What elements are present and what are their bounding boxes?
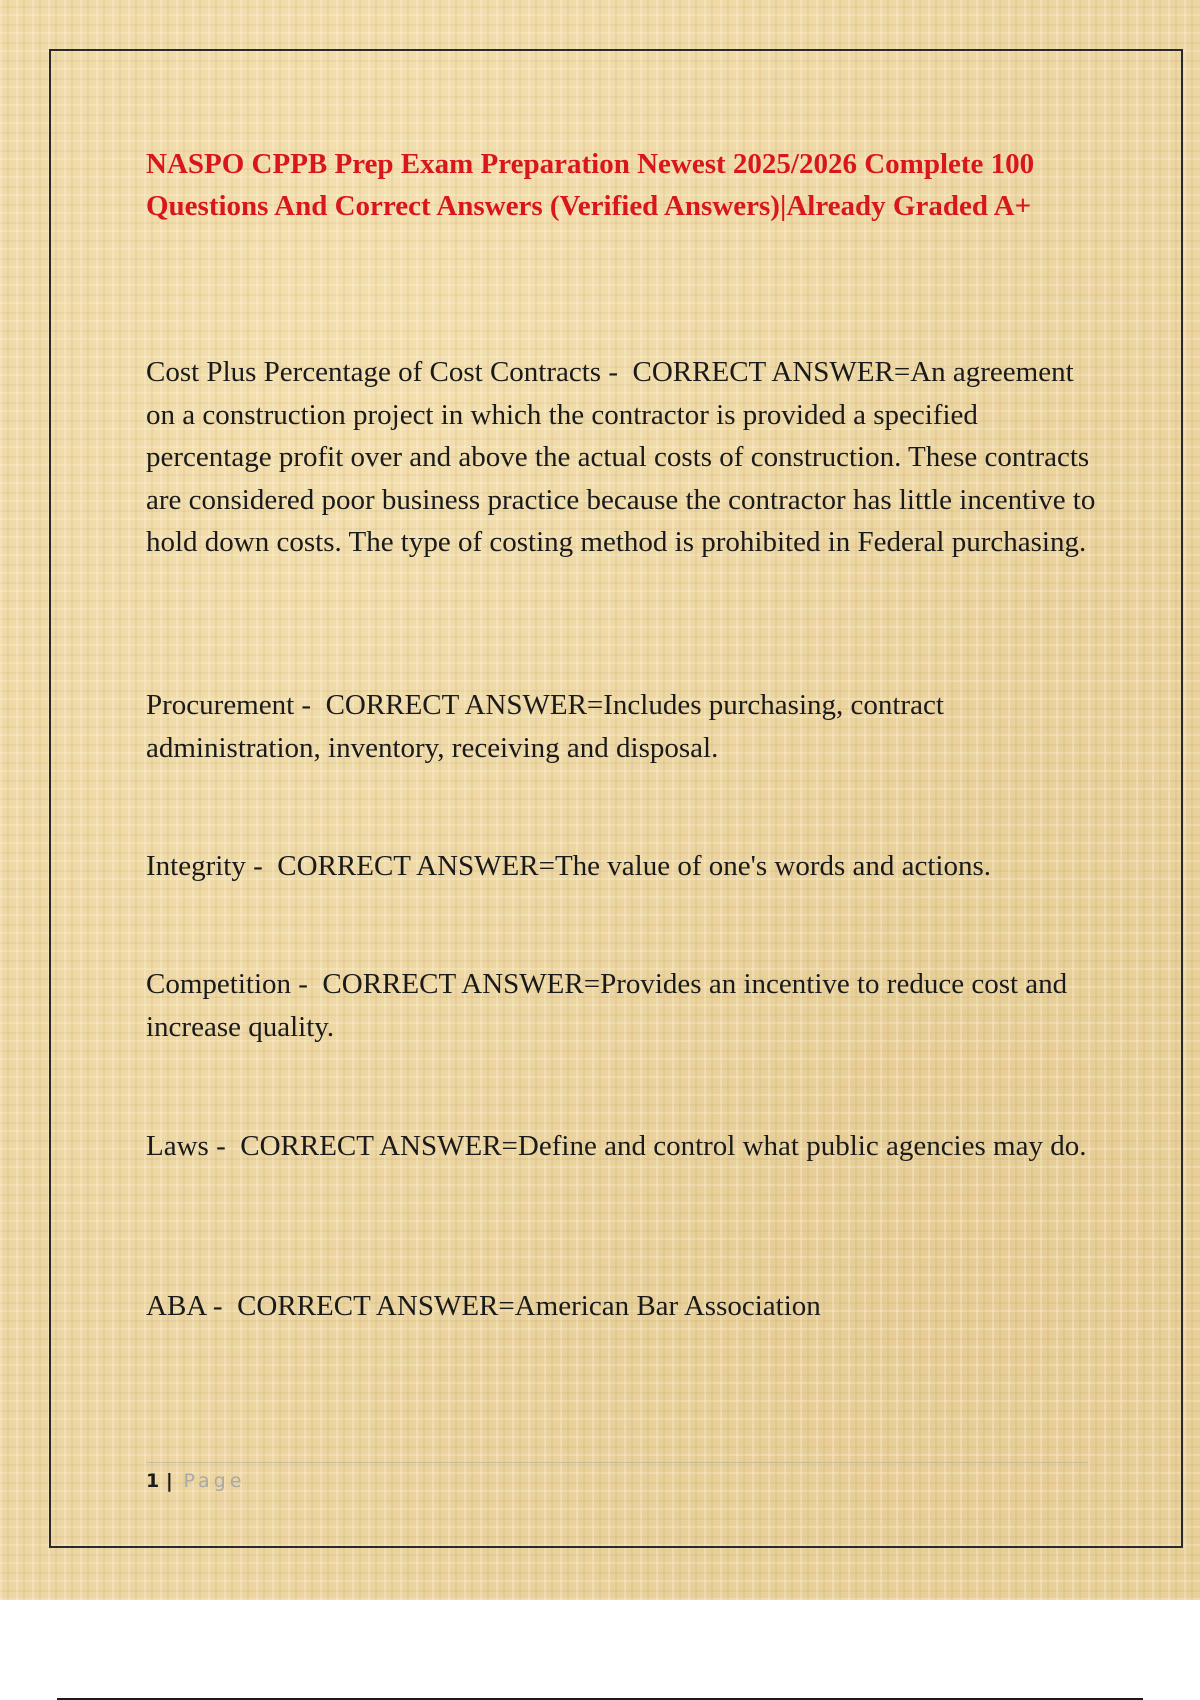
qa-answer: American Bar Association [514,1290,821,1322]
qa-entry: Procurement - CORRECT ANSWER=Includes purchasing, contract administration, inventory, receiving and disposal. [146,689,944,764]
page-number: 1 [146,1470,160,1492]
page-label: Page [183,1470,246,1492]
answer-marker: CORRECT ANSWER= [237,1290,515,1322]
qa-term: Competition [146,968,291,1000]
qa-answer: The value of one's words and actions. [554,850,992,882]
qa-term: Cost Plus Percentage of Cost Contracts [146,356,602,388]
answer-marker: CORRECT ANSWER= [632,356,911,388]
qa-entry: Cost Plus Percentage of Cost Contracts - CORRECT ANSWER=An agreement on a construction project in which the contractor is provided a specified percentage profit over and above the actual costs of construction. These contracts are considered poor business practice because the contractor has little incentive to hold down costs. The type of costing method is prohibited in Federal purchasing. [146,356,1096,558]
qa-entry: Integrity - CORRECT ANSWER=The value of one's words and actions. [146,850,992,882]
qa-answer: Define and control what public agencies may do. [517,1130,1087,1162]
answer-marker: CORRECT ANSWER= [325,689,604,721]
qa-entry: ABA - CORRECT ANSWER=American Bar Association [146,1290,821,1322]
qa-term: Procurement [146,689,295,721]
page-separator: | [165,1470,173,1492]
qa-term: ABA [146,1290,206,1322]
qa-answer: Provides an incentive to reduce cost and increase quality. [146,968,1068,1043]
qa-entry: Competition - CORRECT ANSWER=Provides an incentive to reduce cost and increase quality. [146,968,1068,1043]
qa-term: Laws [146,1130,209,1162]
qa-answer: An agreement on a construction project in which the contractor is provided a specified percentage profit over and above the actual costs of construction. These contracts are considered poor business practice because the contractor has little incentive to hold down costs. The type of costing method is prohibited in Federal purchasing. [146,356,1096,558]
answer-marker: CORRECT ANSWER= [277,850,555,882]
page-footer [146,1470,245,1492]
document-title: NASPO CPPB Prep Exam Preparation Newest 2025/2026 Complete 100 Questions And Correct Answers (Verified Answers)|Already Graded A+ [146,148,1035,222]
qa-answer: Includes purchasing, contract administration, inventory, receiving and disposal. [146,689,944,764]
qa-term: Integrity [146,850,246,882]
footer-divider [146,1462,1088,1463]
answer-marker: CORRECT ANSWER= [240,1130,518,1162]
qa-entry: Laws - CORRECT ANSWER=Define and control what public agencies may do. [146,1130,1087,1162]
answer-marker: CORRECT ANSWER= [322,968,601,1000]
